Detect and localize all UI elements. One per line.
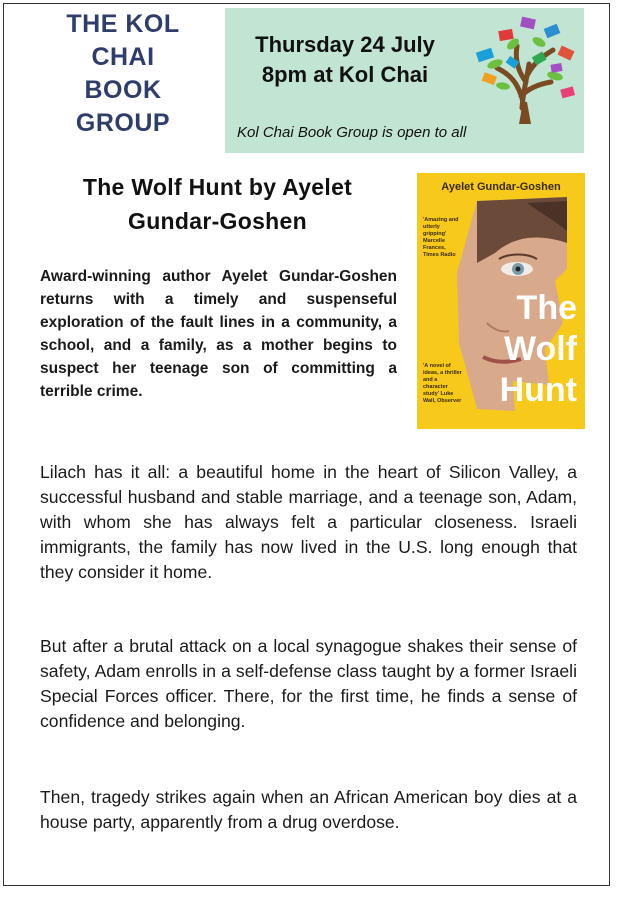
cover-quote-bottom: 'A novel of ideas, a thriller and a character study' Luke Wall, Observer bbox=[423, 363, 462, 404]
event-details bbox=[225, 30, 465, 90]
cover-author: Ayelet Gundar-Goshen bbox=[441, 181, 561, 193]
event-date: Thursday 24 July bbox=[255, 32, 435, 57]
group-title bbox=[34, 8, 212, 140]
group-title-line: BOOK bbox=[84, 76, 162, 104]
event-banner bbox=[225, 8, 584, 153]
paragraph: But after a brutal attack on a local synagogue shakes their sense of safety, Adam enrolls in a self-defense class taught by a former Israeli Special Forces officer. There, for the first time, he finds a sense of confidence and belonging. bbox=[40, 636, 577, 731]
book-blurb: Award-winning author Ayelet Gundar-Goshen returns with a timely and suspenseful exploration of the fault lines in a community, a school, and a family, as a mother begins to suspect her teenage son of committing a terrible crime. bbox=[40, 268, 397, 400]
paragraph: Then, tragedy strikes again when an African American boy dies at a house party, apparently from a drug overdose. bbox=[40, 787, 577, 832]
event-time-location: 8pm at Kol Chai bbox=[261, 62, 429, 87]
group-title-line: GROUP bbox=[75, 109, 171, 137]
book-tree-icon bbox=[473, 12, 581, 124]
cover-title bbox=[500, 288, 577, 411]
book-cover bbox=[417, 173, 585, 429]
group-title-line: CHAI bbox=[91, 43, 155, 71]
group-title-line: THE KOL bbox=[66, 10, 180, 38]
paragraph: Lilach has it all: a beautiful home in the heart of Silicon Valley, a successful husband and stable marriage, and a teenage son, Adam, with whom she has always felt a particular closeness. Israeli immigrants, the family has now lived in the U.S. long enough that they consider it home. bbox=[40, 462, 577, 582]
cover-title-line: Wolf bbox=[503, 330, 577, 368]
cover-title-line: The bbox=[516, 289, 577, 327]
open-to-all-note: Kol Chai Book Group is open to all bbox=[237, 124, 467, 141]
book-heading-line: Gundar-Goshen bbox=[128, 208, 307, 234]
cover-title-line: Hunt bbox=[499, 371, 577, 409]
book-heading bbox=[40, 170, 395, 238]
book-heading-line: The Wolf Hunt by Ayelet bbox=[82, 174, 353, 200]
cover-quote-top: 'Amazing and utterly gripping' Marcelle Frances, Times Radio bbox=[423, 217, 459, 258]
